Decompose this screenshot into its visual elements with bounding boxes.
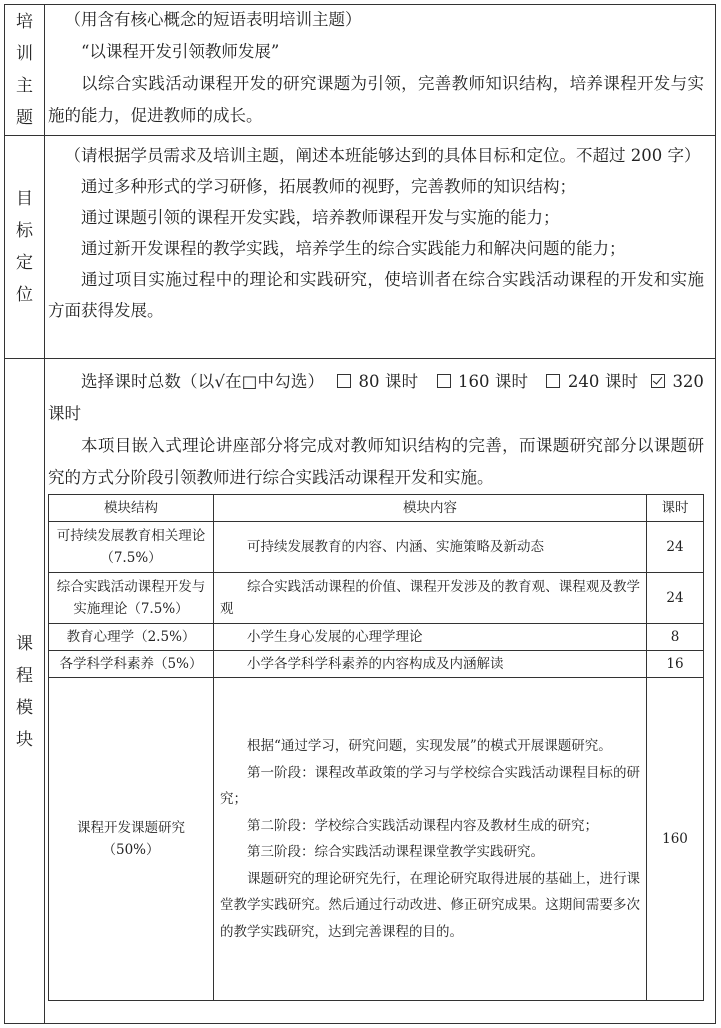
cell-structure: 各学科学科素养（5%） xyxy=(49,651,214,678)
divider-goal-module xyxy=(5,358,715,359)
cell-structure: 可持续发展教育相关理论（7.5%） xyxy=(49,522,214,573)
goal-hint: （请根据学员需求及培训主题，阐述本班能够达到的具体目标和定位。不超过 200 字） xyxy=(64,146,701,165)
theme-hint: （用含有核心概念的短语表明培训主题） xyxy=(64,10,362,29)
hours-selector xyxy=(48,366,704,430)
cell-structure: 教育心理学（2.5%） xyxy=(49,624,214,651)
divider-theme-goal xyxy=(5,135,715,136)
header-structure: 模块结构 xyxy=(49,495,214,522)
checkbox-80[interactable] xyxy=(337,374,351,388)
theme-description: 以综合实践活动课程开发的研究课题为引领，完善教师知识结构，培养课程开发与实施的能力，促进教师的成长。 xyxy=(48,74,704,125)
option-160-label: 160 课时 xyxy=(457,372,529,391)
cell-structure: 综合实践活动课程开发与实施理论（7.5%） xyxy=(49,573,214,624)
cell-hours: 160 xyxy=(647,678,704,1001)
table-row xyxy=(49,678,704,1001)
module-section xyxy=(48,366,704,494)
table-row xyxy=(49,573,704,624)
option-80-label: 80 课时 xyxy=(358,372,419,391)
module-label: 课 程 模 块 xyxy=(16,633,33,750)
header-content: 模块内容 xyxy=(214,495,647,522)
cell-hours: 24 xyxy=(647,522,704,573)
table-row xyxy=(49,651,704,678)
goal-item: 通过新开发课程的教学实践，培养学生的综合实践能力和解决问题的能力； xyxy=(81,239,626,258)
cell-hours: 8 xyxy=(647,624,704,651)
cell-content: 综合实践活动课程的价值、课程开发涉及的教育观、课程观及教学观 xyxy=(214,573,647,624)
goal-section xyxy=(48,140,704,326)
table-row xyxy=(49,624,704,651)
goal-item: 通过多种形式的学习研修，拓展教师的视野，完善教师的知识结构； xyxy=(81,177,576,196)
theme-label: 培 训 主 题 xyxy=(16,12,33,128)
cell-content: 可持续发展教育的内容、内涵、实施策略及新动态 xyxy=(214,522,647,573)
goal-label: 目 标 定 位 xyxy=(16,188,33,305)
label-column-divider xyxy=(44,5,45,1023)
goal-item: 通过项目实施过程中的理论和实践研究，使培训者在综合实践活动课程的开发和实施方面获得发展。 xyxy=(48,270,704,320)
cell-content: 小学生身心发展的心理学理论 xyxy=(214,624,647,651)
checkbox-160[interactable] xyxy=(437,374,451,388)
module-table xyxy=(48,494,704,1001)
checkbox-320-checked[interactable] xyxy=(651,374,665,388)
option-240-label: 240 课时 xyxy=(567,372,639,391)
goal-item: 通过课题引领的课程开发实践，培养教师课程开发与实施的能力； xyxy=(81,208,560,227)
cell-content: 小学各学科学科素养的内容构成及内涵解读 xyxy=(214,651,647,678)
module-intro: 本项目嵌入式理论讲座部分将完成对教师知识结构的完善，而课题研究部分以课题研究的方式分阶段引领教师进行综合实践活动课程开发和实施。 xyxy=(48,436,704,487)
option-320-label: 320 课时 xyxy=(48,372,704,423)
checkbox-240[interactable] xyxy=(546,374,560,388)
table-row xyxy=(49,522,704,573)
table-header-row xyxy=(49,495,704,522)
cell-structure: 课程开发课题研究 （50%） xyxy=(49,678,214,1001)
cell-hours: 24 xyxy=(647,573,704,624)
hours-select-prompt: 选择课时总数（以√在□中勾选） xyxy=(81,372,325,391)
header-hours: 课时 xyxy=(647,495,704,522)
theme-section xyxy=(48,4,704,132)
cell-content: 根据“通过学习，研究问题，实现发展”的模式开展课题研究。 第一阶段：课程改革政策的学习与学校综合实践活动课程目标的研究； 第二阶段：学校综合实践活动课程内容及教材生成的研究； 第三阶段：综合实践活动课程课堂教学实践研究。 课题研究的理论研究先行，在理论研究取得进展的基础上，进行课堂教学实践研究。然后通过行动改进、修正研究成果。这期间需要多次的教学实践研究，达到完善课程的目的。 xyxy=(214,678,647,1001)
cell-hours: 16 xyxy=(647,651,704,678)
theme-title: “以课程开发引领教师发展” xyxy=(81,42,280,61)
